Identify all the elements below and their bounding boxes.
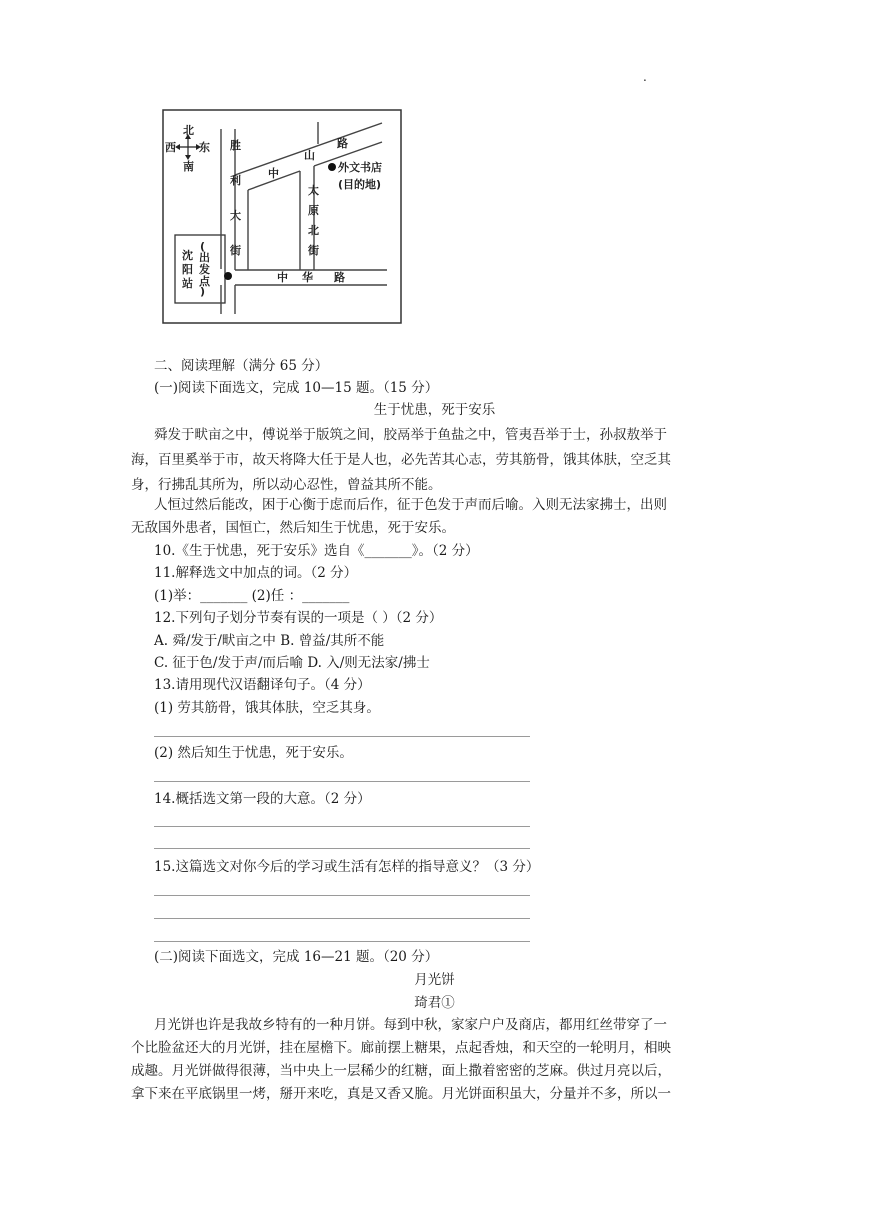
part1-para2-line1: 人恒过然后能改，困于心衡于虑而后作，征于色发于声而后喻。入则无法家拂士，出则	[154, 497, 667, 513]
part2-para1-line3: 成趣。月光饼做得很薄，当中央上一层稀少的红糖，面上撒着密密的芝麻。供过月亮以后，	[131, 1063, 671, 1079]
part2-para1-line1: 月光饼也许是我故乡特有的一种月饼。每到中秋，家家户户及商店，都用红丝带穿了一	[154, 1017, 667, 1033]
shengli-char-1: 胜	[230, 139, 241, 152]
station-note-2: 出	[199, 251, 210, 264]
route-map	[162, 109, 402, 324]
station-note-5: )	[200, 285, 206, 298]
station-marker-icon	[224, 272, 232, 280]
question-12-options-cd: C. 征于色/发于声/而后喻 D. 入/则无法家/拂士	[154, 655, 430, 671]
compass-south: 南	[183, 160, 194, 173]
shengli-char-4: 街	[230, 244, 241, 257]
part1-title: 生于忧患，死于安乐	[373, 402, 496, 418]
part2-title: 月光饼	[414, 972, 455, 988]
part1-para1-line1: 舜发于畎亩之中，傅说举于版筑之间，胶鬲举于鱼盐之中，管夷吾举于士，孙叔敖举于	[154, 427, 667, 443]
part2-intro: (二)阅读下面选文，完成 16—21 题。（20 分）	[154, 949, 439, 965]
taiyuan-char-2: 原	[308, 204, 319, 217]
taiyuan-char-4: 街	[308, 244, 319, 257]
shengli-char-2: 利	[230, 174, 241, 187]
part1-para1-line2: 海，百里奚举于市，故天将降大任于是人也，必先苦其心志，劳其筋骨，饿其体肤，空乏其	[131, 452, 671, 468]
question-11-items: (1)举：_______ (2)任 ：_______	[154, 588, 350, 604]
zhonghua-char-1: 中	[277, 271, 288, 284]
bookstore-marker-icon	[328, 163, 336, 171]
station-note-3: 发	[199, 263, 210, 276]
map-drawing	[162, 109, 402, 324]
compass-north: 北	[183, 124, 194, 137]
station-char-2: 阳	[182, 263, 193, 276]
question-10: 10.《生于忧患，死于安乐》选自《_______》。（2 分）	[154, 543, 479, 559]
question-13-item2: (2) 然后知生于忧患，死于安乐。	[154, 745, 353, 761]
part1-para2-line2: 无敌国外患者，国恒亡，然后知生于忧患，死于安乐。	[131, 520, 455, 536]
taiyuan-char-1: 太	[308, 184, 319, 197]
part1-intro: (一)阅读下面选文，完成 10—15 题。（15 分）	[154, 380, 439, 396]
page-dot: .	[643, 70, 647, 84]
bookstore-label: 外文书店	[338, 161, 382, 174]
shengli-char-3: 大	[230, 209, 241, 222]
station-note-1: (	[200, 240, 206, 253]
part1-para1-line3: 身，行拂乱其所为，所以动心忍性，曾益其所不能。	[131, 477, 442, 493]
answer-line[interactable]	[154, 736, 530, 737]
part2-para1-line2: 个比脸盆还大的月光饼，挂在屋檐下。廊前摆上糖果，点起香烛，和天空的一轮明月，相映	[131, 1040, 671, 1056]
part2-para1-line4: 拿下来在平底锅里一烤，掰开来吃，真是又香又脆。月光饼面积虽大，分量并不多，所以一	[131, 1086, 671, 1102]
zhongshan-char-3: 路	[337, 137, 348, 150]
compass-east: 东	[199, 141, 210, 154]
station-note-4: 点	[199, 275, 210, 288]
answer-line[interactable]	[154, 918, 530, 919]
station-char-1: 沈	[182, 249, 193, 262]
answer-line[interactable]	[154, 848, 530, 849]
question-12: 12.下列句子划分节奏有误的一项是（ ）（2 分）	[154, 610, 443, 626]
question-11: 11.解释选文中加点的词。（2 分）	[154, 565, 358, 581]
question-13-item1: (1) 劳其筋骨，饿其体肤，空乏其身。	[154, 700, 380, 716]
answer-line[interactable]	[154, 895, 530, 896]
part2-author: 琦君①	[414, 995, 455, 1011]
zhonghua-char-3: 路	[334, 271, 345, 284]
question-14: 14.概括选文第一段的大意。（2 分）	[154, 791, 371, 807]
answer-line[interactable]	[154, 941, 530, 942]
section-heading: 二、阅读理解（满分 65 分）	[154, 358, 329, 374]
question-13: 13.请用现代汉语翻译句子。（4 分）	[154, 677, 371, 693]
question-12-options-ab: A. 舜/发于/畎亩之中 B. 曾益/其所不能	[154, 633, 385, 649]
answer-line[interactable]	[154, 826, 530, 827]
compass-west: 西	[165, 141, 176, 154]
answer-line[interactable]	[154, 781, 530, 782]
destination-label: (目的地)	[338, 178, 382, 191]
zhongshan-char-1: 中	[268, 167, 279, 180]
zhonghua-char-2: 华	[302, 271, 313, 284]
station-char-3: 站	[182, 277, 193, 290]
zhongshan-char-2: 山	[304, 149, 315, 162]
taiyuan-char-3: 北	[308, 224, 319, 237]
question-15: 15.这篇选文对你今后的学习或生活有怎样的指导意义？（3 分）	[154, 859, 540, 875]
